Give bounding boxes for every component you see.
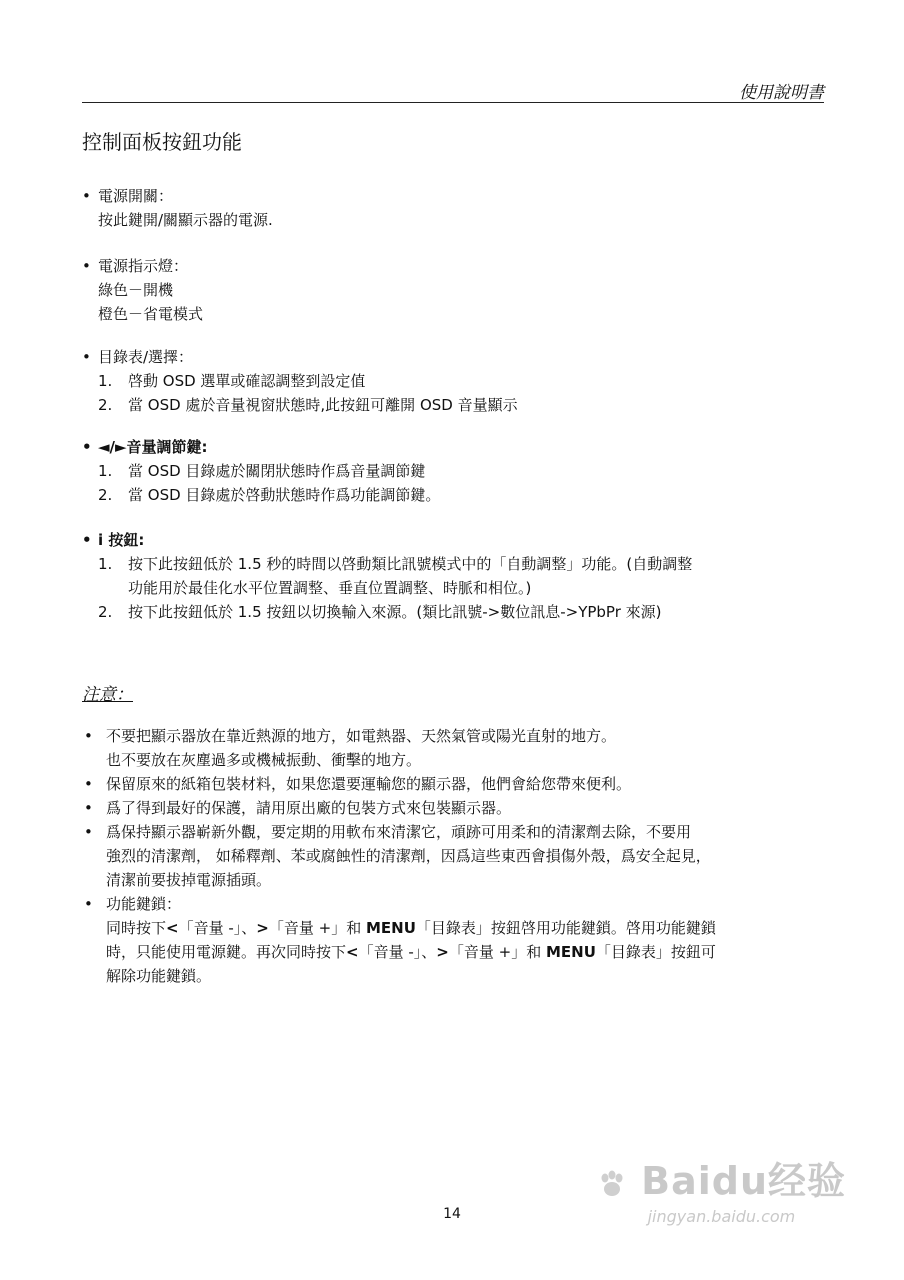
note-key: MENU bbox=[365, 919, 416, 937]
list-item bbox=[82, 600, 842, 624]
note-key: > bbox=[436, 943, 449, 961]
watermark-url: jingyan.baidu.com bbox=[647, 1207, 796, 1226]
list-item bbox=[82, 459, 842, 483]
item-text: 按此鍵開/關顯示器的電源. bbox=[98, 211, 273, 229]
list-number: 2. bbox=[98, 396, 113, 414]
note-item bbox=[82, 820, 827, 892]
item-heading: • 目錄表/選擇： bbox=[82, 345, 842, 369]
list-text: 按下此按鈕低於 1.5 秒的時間以啓動類比訊號模式中的「自動調整」功能。(自動調整 bbox=[128, 555, 693, 573]
item-text: 橙色－省電模式 bbox=[98, 305, 204, 323]
note-heading: • 功能鍵鎖： bbox=[106, 895, 182, 913]
paw-icon bbox=[597, 1169, 627, 1199]
note-fragment: 「音量 +」和 bbox=[448, 943, 546, 961]
list-item bbox=[82, 552, 842, 600]
item-power-switch bbox=[82, 184, 842, 232]
note-key: MENU bbox=[545, 943, 596, 961]
note-fragment: 時，只能使用電源鍵。再次同時按下 bbox=[106, 943, 347, 961]
note-item bbox=[82, 892, 827, 988]
note-text: • 保留原來的紙箱包裝材料，如果您還要運輸您的顯示器，他們會給您帶來便利。 bbox=[106, 775, 632, 793]
note-text bbox=[106, 916, 827, 940]
section-title: 控制面板按鈕功能 bbox=[82, 130, 242, 154]
list-number: 2. bbox=[98, 486, 113, 504]
item-heading: • 電源指示燈： bbox=[82, 254, 842, 278]
note-text: 清潔前要拔掉電源插頭。 bbox=[106, 871, 272, 889]
note-text: 解除功能鍵鎖。 bbox=[106, 967, 212, 985]
note-item bbox=[82, 724, 827, 772]
item-menu-select bbox=[82, 345, 842, 417]
watermark bbox=[597, 1150, 846, 1226]
note-item bbox=[82, 796, 827, 820]
list-item bbox=[82, 369, 842, 393]
notes-title: 注意： bbox=[82, 685, 133, 705]
item-i-button bbox=[82, 528, 842, 624]
page-number: 14 bbox=[443, 1206, 461, 1222]
item-heading: • ◄/►音量調節鍵: bbox=[82, 435, 842, 459]
note-text: • 爲保持顯示器嶄新外觀，要定期的用軟布來清潔它，頑跡可用柔和的清潔劑去除，不要用 bbox=[106, 823, 692, 841]
list-text: 當 OSD 處於音量視窗狀態時,此按鈕可離開 OSD 音量顯示 bbox=[128, 396, 518, 414]
list-number: 1. bbox=[98, 462, 113, 480]
note-fragment: 「音量 -」、 bbox=[358, 943, 437, 961]
item-heading: • 電源開關： bbox=[82, 184, 842, 208]
note-fragment: 「目錄表」按鈕啓用功能鍵鎖。啓用功能鍵鎖 bbox=[415, 919, 716, 937]
list-text: 當 OSD 目錄處於啓動狀態時作爲功能調節鍵。 bbox=[128, 486, 441, 504]
list-number: 1. bbox=[98, 372, 113, 390]
note-text: 強烈的清潔劑， 如稀釋劑、苯或腐蝕性的清潔劑，因爲這些東西會損傷外殼，爲安全起見， bbox=[106, 847, 711, 865]
note-fragment: 「音量 -」、 bbox=[178, 919, 257, 937]
note-key: < bbox=[166, 919, 179, 937]
note-text: • 不要把顯示器放在靠近熱源的地方，如電熱器、天然氣管或陽光直射的地方。 bbox=[106, 727, 617, 745]
note-text: • 爲了得到最好的保護，請用原出廠的包裝方式來包裝顯示器。 bbox=[106, 799, 512, 817]
item-volume-keys bbox=[82, 435, 842, 507]
list-number: 2. bbox=[98, 603, 113, 621]
note-fragment: 同時按下 bbox=[106, 919, 167, 937]
note-key: > bbox=[256, 919, 269, 937]
list-text: 按下此按鈕低於 1.5 按鈕以切換輸入來源。(類比訊號->數位訊息->YPbPr 來源) bbox=[128, 603, 662, 621]
item-heading: • i 按鈕: bbox=[82, 528, 842, 552]
list-item bbox=[82, 393, 842, 417]
note-key: < bbox=[346, 943, 359, 961]
list-text: 啓動 OSD 選單或確認調整到設定值 bbox=[128, 372, 366, 390]
note-text: 也不要放在灰塵過多或機械振動、衝擊的地方。 bbox=[106, 751, 422, 769]
list-text: 當 OSD 目錄處於關閉狀態時作爲音量調節鍵 bbox=[128, 462, 426, 480]
note-text bbox=[106, 940, 827, 964]
item-text: 綠色－開機 bbox=[98, 281, 174, 299]
note-item bbox=[82, 772, 827, 796]
notes-list bbox=[82, 724, 827, 988]
note-fragment: 「音量 +」和 bbox=[268, 919, 366, 937]
list-item bbox=[82, 483, 842, 507]
page-header bbox=[82, 70, 824, 103]
watermark-logo-text: Baidu经验 bbox=[641, 1159, 846, 1203]
list-number: 1. bbox=[98, 555, 113, 573]
list-text: 功能用於最佳化水平位置調整、垂直位置調整、時脈和相位。) bbox=[128, 579, 532, 597]
watermark-logo bbox=[597, 1150, 846, 1205]
note-fragment: 「目錄表」按鈕可 bbox=[595, 943, 716, 961]
item-power-led bbox=[82, 254, 842, 326]
header-title: 使用說明書 bbox=[739, 83, 824, 103]
